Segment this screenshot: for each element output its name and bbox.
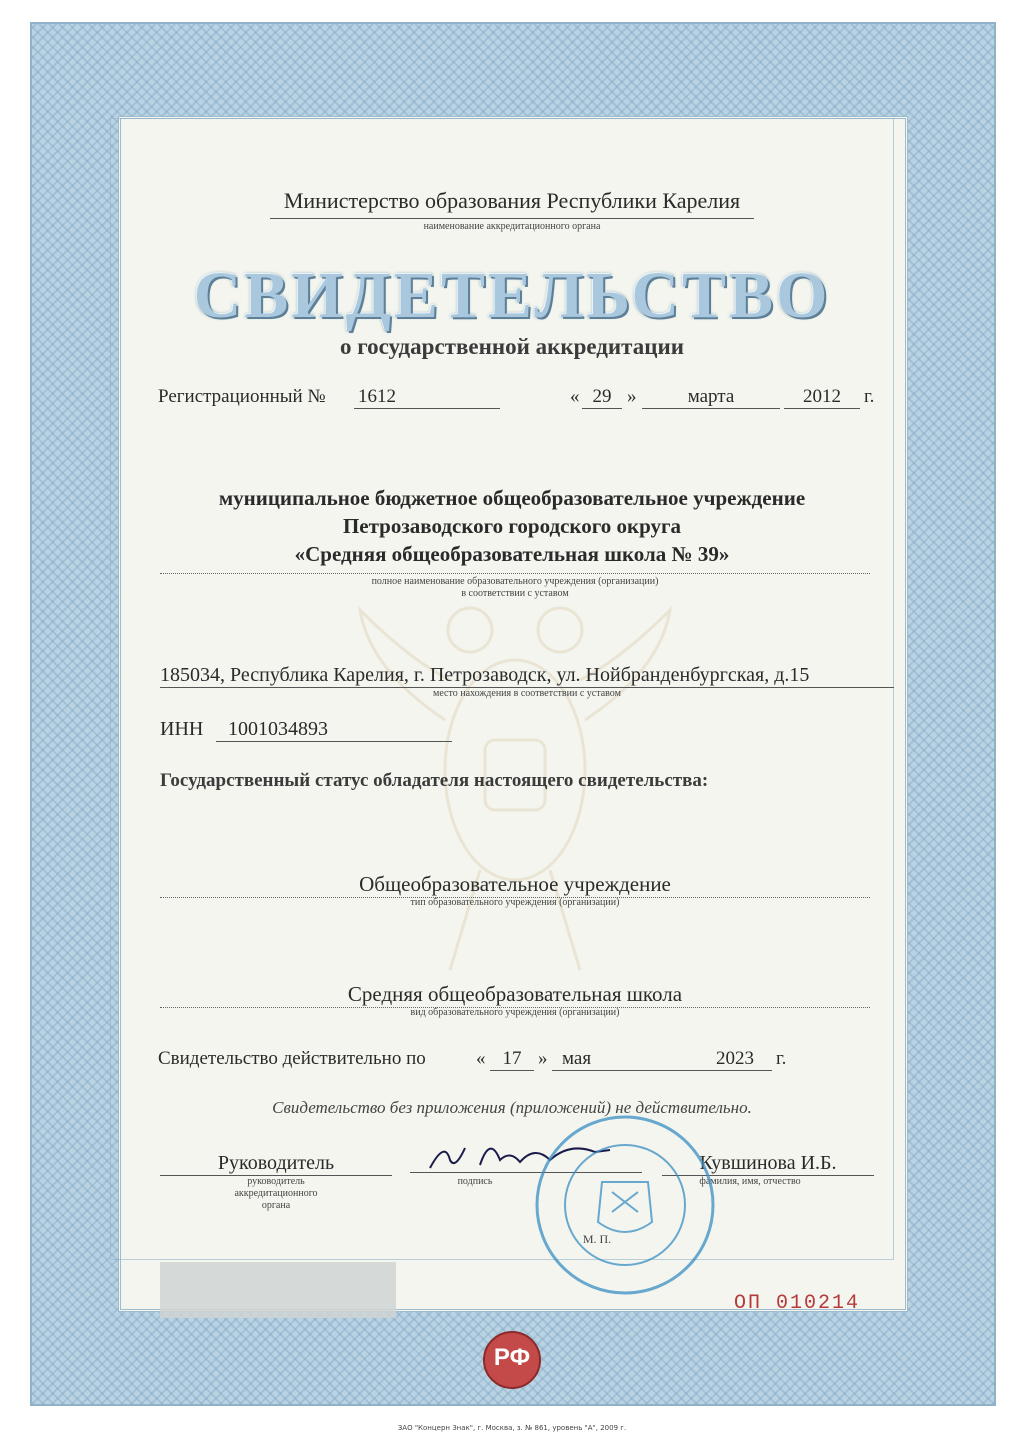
official-seal-icon <box>532 1112 718 1298</box>
role-caption1: руководитель <box>247 1176 305 1187</box>
inn-value: 1001034893 <box>216 718 452 742</box>
signatory-role: Руководитель <box>160 1152 392 1176</box>
registration-number: 1612 <box>354 386 500 409</box>
validity-note: Свидетельство без приложения (приложений) не действительно. <box>272 1098 752 1117</box>
signatory-name: Кувшинова И.Б. <box>662 1152 874 1176</box>
document-subtitle: о государственной аккредитации <box>339 334 685 359</box>
validity-year: 2023 <box>698 1048 772 1071</box>
inn-label: ИНН <box>160 718 204 740</box>
rf-emblem <box>482 1330 542 1390</box>
institution-type-caption: тип образовательного учреждения (организации) <box>410 897 620 908</box>
registration-year-suffix: г. <box>864 386 875 407</box>
institution-kind-caption: вид образовательного учреждения (организации) <box>410 1007 620 1018</box>
validity-quote-close: » <box>538 1048 548 1069</box>
role-caption3: органа <box>261 1200 291 1211</box>
registration-month: марта <box>642 386 780 409</box>
registration-quote-close: » <box>627 386 637 407</box>
address-value: 185034, Республика Карелия, г. Петрозаводск, ул. Нойбранденбургская, д.15 <box>160 664 894 688</box>
registration-day: 29 <box>582 386 622 409</box>
name-caption: фамилия, имя, отчество <box>699 1176 801 1187</box>
status-heading: Государственный статус обладателя настоящего свидетельства: <box>160 770 709 791</box>
organization-caption2: в соответствии с уставом <box>461 588 569 599</box>
address-caption: место нахождения в соответствии с уставом <box>433 688 621 699</box>
ministry-name: Министерство образования Республики Карелия <box>283 188 741 213</box>
validity-month: мая <box>552 1048 700 1071</box>
rf-emblem-text: РФ <box>493 1344 531 1371</box>
stamp-place: М. П. <box>582 1232 612 1246</box>
redacted-area <box>160 1262 396 1318</box>
document-title: СВИДЕТЕЛЬСТВО <box>193 259 831 332</box>
validity-year-suffix: г. <box>776 1048 787 1069</box>
validity-quote-open: « <box>476 1048 486 1069</box>
organization-name <box>150 484 874 568</box>
organization-line3: «Средняя общеобразовательная школа № 39» <box>294 542 730 566</box>
printer-footer: ЗАО "Концерн Знак", г. Москва, з. № 861, уровень "А", 2009 г. <box>397 1424 627 1432</box>
registration-label: Регистрационный № <box>158 386 326 407</box>
organization-line2: Петрозаводского городского округа <box>342 514 682 538</box>
signature-caption: подпись <box>457 1176 493 1187</box>
serial-number: ОП 010214 <box>734 1292 861 1315</box>
organization-caption1: полное наименование образовательного учреждения (организации) <box>371 576 659 587</box>
registration-year: 2012 <box>784 386 860 409</box>
ministry-underline <box>270 218 754 219</box>
organization-underline <box>160 573 870 574</box>
registration-quote-open: « <box>570 386 580 407</box>
ministry-caption: наименование аккредитационного органа <box>423 221 601 232</box>
validity-day: 17 <box>490 1048 534 1071</box>
organization-line1: муниципальное бюджетное общеобразовательное учреждение <box>218 486 806 510</box>
institution-kind-value: Средняя общеобразовательная школа <box>160 982 870 1008</box>
institution-type-value: Общеобразовательное учреждение <box>160 872 870 898</box>
validity-label: Свидетельство действительно по <box>158 1048 426 1069</box>
role-caption2: аккредитационного <box>234 1188 318 1199</box>
